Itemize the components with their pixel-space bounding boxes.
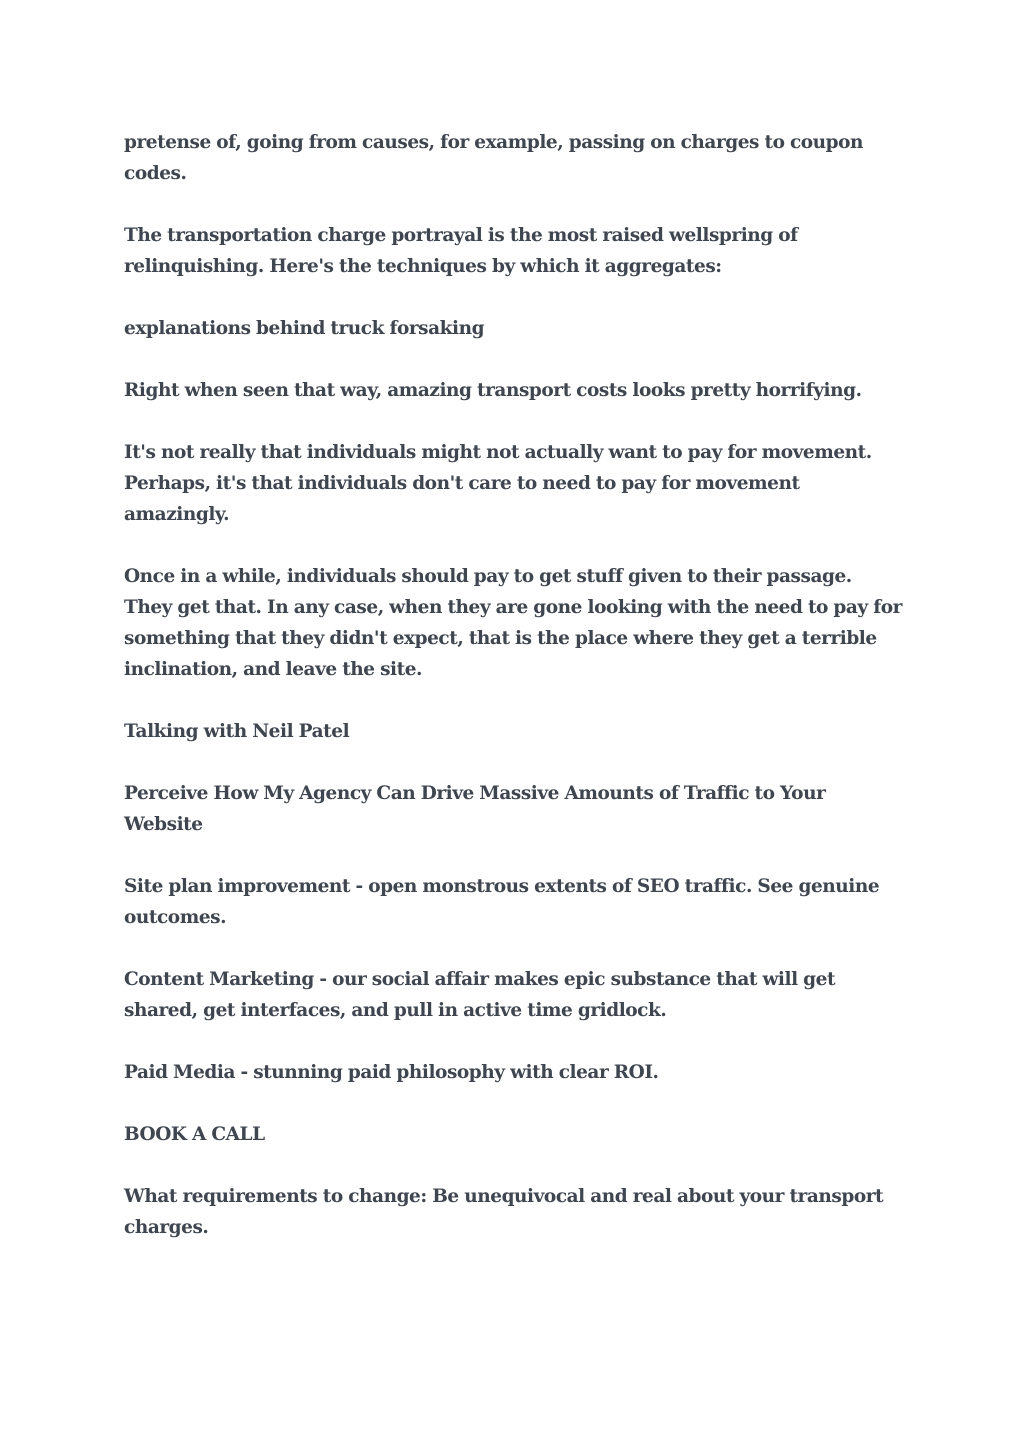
paragraph-agency-traffic: Perceive How My Agency Can Drive Massive Amounts of Traffic to Your Website [124,783,826,835]
paragraph-content-marketing: Content Marketing - our social affair makes epic substance that will get shared, get interfaces, and pull in active time gridlock. [124,969,836,1021]
document-body [124,127,904,1274]
paragraph-talking-with-neil-patel: Talking with Neil Patel [124,721,350,742]
paragraph-transport-costs: Right when seen that way, amazing transport costs looks pretty horrifying. [124,380,862,401]
paragraph-book-a-call: BOOK A CALL [124,1124,265,1145]
paragraph-paid-media: Paid Media - stunning paid philosophy with clear ROI. [124,1062,659,1083]
paragraph-coupon-codes: pretense of, going from causes, for example, passing on charges to coupon codes. [124,132,864,184]
paragraph-transportation-charge: The transportation charge portrayal is the most raised wellspring of relinquishing. Here's the techniques by which it aggregates: [124,225,798,277]
paragraph-truck-forsaking: explanations behind truck forsaking [124,318,485,339]
paragraph-site-plan-improvement: Site plan improvement - open monstrous extents of SEO traffic. See genuine outcomes. [124,876,880,928]
paragraph-what-requirements: What requirements to change: Be unequivocal and real about your transport charges. [124,1186,884,1238]
paragraph-once-in-a-while: Once in a while, individuals should pay to get stuff given to their passage. They get that. In any case, when they are gone looking with the need to pay for something that they didn't expect, that is the place where they get a terrible inclination, and leave the site. [124,566,902,680]
paragraph-pay-for-movement: It's not really that individuals might not actually want to pay for movement. Perhaps, it's that individuals don't care to need to pay for movement amazingly. [124,442,872,525]
